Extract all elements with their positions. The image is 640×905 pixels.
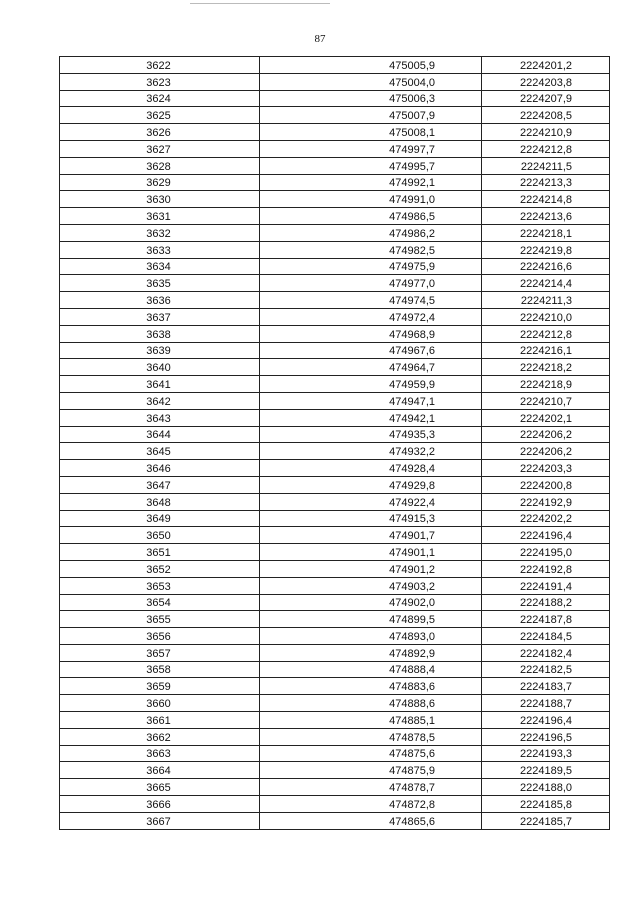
y-coordinate-cell: 2224200,8	[482, 476, 610, 493]
table-row	[60, 376, 610, 393]
table-row	[60, 745, 610, 762]
table-row	[60, 174, 610, 191]
point-number-cell: 3653	[60, 577, 260, 594]
y-coordinate-cell: 2224211,3	[482, 292, 610, 309]
y-coordinate-cell: 2224210,7	[482, 392, 610, 409]
y-coordinate-cell: 2224184,5	[482, 628, 610, 645]
y-coordinate-cell: 2224208,5	[482, 107, 610, 124]
table-row	[60, 527, 610, 544]
point-number-cell: 3643	[60, 409, 260, 426]
table-row	[60, 409, 610, 426]
y-coordinate-cell: 2224212,8	[482, 140, 610, 157]
y-coordinate-cell: 2224182,5	[482, 661, 610, 678]
x-coordinate-cell: 474875,6	[260, 745, 482, 762]
x-coordinate-cell: 474991,0	[260, 191, 482, 208]
table-row	[60, 73, 610, 90]
y-coordinate-cell: 2224218,1	[482, 224, 610, 241]
table-row	[60, 577, 610, 594]
point-number-cell: 3665	[60, 779, 260, 796]
y-coordinate-cell: 2224187,8	[482, 611, 610, 628]
x-coordinate-cell: 475008,1	[260, 124, 482, 141]
table-row	[60, 157, 610, 174]
point-number-cell: 3640	[60, 359, 260, 376]
table-row	[60, 510, 610, 527]
y-coordinate-cell: 2224216,1	[482, 342, 610, 359]
point-number-cell: 3630	[60, 191, 260, 208]
y-coordinate-cell: 2224185,7	[482, 812, 610, 829]
point-number-cell: 3632	[60, 224, 260, 241]
x-coordinate-cell: 474901,2	[260, 560, 482, 577]
y-coordinate-cell: 2224188,2	[482, 594, 610, 611]
point-number-cell: 3622	[60, 57, 260, 74]
x-coordinate-cell: 474901,1	[260, 544, 482, 561]
table-row	[60, 90, 610, 107]
table-row	[60, 762, 610, 779]
y-coordinate-cell: 2224201,2	[482, 57, 610, 74]
table-row	[60, 241, 610, 258]
x-coordinate-cell: 474975,9	[260, 258, 482, 275]
x-coordinate-cell: 474935,3	[260, 426, 482, 443]
x-coordinate-cell: 474893,0	[260, 628, 482, 645]
point-number-cell: 3650	[60, 527, 260, 544]
point-number-cell: 3654	[60, 594, 260, 611]
y-coordinate-cell: 2224206,2	[482, 426, 610, 443]
y-coordinate-cell: 2224203,8	[482, 73, 610, 90]
table-row	[60, 594, 610, 611]
x-coordinate-cell: 474872,8	[260, 796, 482, 813]
y-coordinate-cell: 2224182,4	[482, 644, 610, 661]
x-coordinate-cell: 474964,7	[260, 359, 482, 376]
table-row	[60, 308, 610, 325]
y-coordinate-cell: 2224192,8	[482, 560, 610, 577]
y-coordinate-cell: 2224214,4	[482, 275, 610, 292]
x-coordinate-cell: 474959,9	[260, 376, 482, 393]
y-coordinate-cell: 2224216,6	[482, 258, 610, 275]
point-number-cell: 3629	[60, 174, 260, 191]
table-row	[60, 796, 610, 813]
x-coordinate-cell: 474865,6	[260, 812, 482, 829]
x-coordinate-cell: 474974,5	[260, 292, 482, 309]
y-coordinate-cell: 2224210,0	[482, 308, 610, 325]
point-number-cell: 3641	[60, 376, 260, 393]
point-number-cell: 3624	[60, 90, 260, 107]
y-coordinate-cell: 2224213,6	[482, 208, 610, 225]
table-row	[60, 728, 610, 745]
table-row	[60, 678, 610, 695]
y-coordinate-cell: 2224206,2	[482, 443, 610, 460]
y-coordinate-cell: 2224207,9	[482, 90, 610, 107]
y-coordinate-cell: 2224212,8	[482, 325, 610, 342]
point-number-cell: 3666	[60, 796, 260, 813]
x-coordinate-cell: 474929,8	[260, 476, 482, 493]
table-row	[60, 779, 610, 796]
x-coordinate-cell: 474947,1	[260, 392, 482, 409]
x-coordinate-cell: 474922,4	[260, 493, 482, 510]
point-number-cell: 3645	[60, 443, 260, 460]
point-number-cell: 3625	[60, 107, 260, 124]
table-row	[60, 258, 610, 275]
point-number-cell: 3627	[60, 140, 260, 157]
point-number-cell: 3667	[60, 812, 260, 829]
table-row	[60, 695, 610, 712]
point-number-cell: 3639	[60, 342, 260, 359]
x-coordinate-cell: 474997,7	[260, 140, 482, 157]
point-number-cell: 3644	[60, 426, 260, 443]
x-coordinate-cell: 474982,5	[260, 241, 482, 258]
table-row	[60, 560, 610, 577]
point-number-cell: 3658	[60, 661, 260, 678]
x-coordinate-cell: 474967,6	[260, 342, 482, 359]
x-coordinate-cell: 474888,4	[260, 661, 482, 678]
point-number-cell: 3656	[60, 628, 260, 645]
x-coordinate-cell: 474915,3	[260, 510, 482, 527]
x-coordinate-cell: 475006,3	[260, 90, 482, 107]
x-coordinate-cell: 474972,4	[260, 308, 482, 325]
x-coordinate-cell: 474977,0	[260, 275, 482, 292]
table-row	[60, 661, 610, 678]
x-coordinate-cell: 474883,6	[260, 678, 482, 695]
x-coordinate-cell: 474903,2	[260, 577, 482, 594]
table-row	[60, 493, 610, 510]
point-number-cell: 3652	[60, 560, 260, 577]
point-number-cell: 3623	[60, 73, 260, 90]
table-row	[60, 140, 610, 157]
point-number-cell: 3637	[60, 308, 260, 325]
point-number-cell: 3626	[60, 124, 260, 141]
table-row	[60, 392, 610, 409]
x-coordinate-cell: 474892,9	[260, 644, 482, 661]
point-number-cell: 3646	[60, 460, 260, 477]
table-row	[60, 460, 610, 477]
x-coordinate-cell: 474986,5	[260, 208, 482, 225]
point-number-cell: 3659	[60, 678, 260, 695]
y-coordinate-cell: 2224218,9	[482, 376, 610, 393]
coordinates-table	[59, 56, 610, 830]
x-coordinate-cell: 474902,0	[260, 594, 482, 611]
x-coordinate-cell: 474878,7	[260, 779, 482, 796]
x-coordinate-cell: 474901,7	[260, 527, 482, 544]
x-coordinate-cell: 474875,9	[260, 762, 482, 779]
y-coordinate-cell: 2224196,4	[482, 712, 610, 729]
point-number-cell: 3638	[60, 325, 260, 342]
coordinates-table-body	[60, 57, 610, 830]
table-row	[60, 712, 610, 729]
point-number-cell: 3655	[60, 611, 260, 628]
table-row	[60, 544, 610, 561]
table-row	[60, 57, 610, 74]
y-coordinate-cell: 2224192,9	[482, 493, 610, 510]
y-coordinate-cell: 2224203,3	[482, 460, 610, 477]
y-coordinate-cell: 2224218,2	[482, 359, 610, 376]
x-coordinate-cell: 474992,1	[260, 174, 482, 191]
y-coordinate-cell: 2224193,3	[482, 745, 610, 762]
x-coordinate-cell: 474942,1	[260, 409, 482, 426]
x-coordinate-cell: 474888,6	[260, 695, 482, 712]
y-coordinate-cell: 2224189,5	[482, 762, 610, 779]
point-number-cell: 3628	[60, 157, 260, 174]
table-row	[60, 611, 610, 628]
x-coordinate-cell: 474986,2	[260, 224, 482, 241]
table-row	[60, 325, 610, 342]
table-row	[60, 292, 610, 309]
y-coordinate-cell: 2224213,3	[482, 174, 610, 191]
point-number-cell: 3661	[60, 712, 260, 729]
point-number-cell: 3642	[60, 392, 260, 409]
point-number-cell: 3662	[60, 728, 260, 745]
point-number-cell: 3635	[60, 275, 260, 292]
y-coordinate-cell: 2224196,4	[482, 527, 610, 544]
x-coordinate-cell: 474928,4	[260, 460, 482, 477]
point-number-cell: 3664	[60, 762, 260, 779]
y-coordinate-cell: 2224211,5	[482, 157, 610, 174]
x-coordinate-cell: 474932,2	[260, 443, 482, 460]
point-number-cell: 3649	[60, 510, 260, 527]
table-row	[60, 191, 610, 208]
point-number-cell: 3663	[60, 745, 260, 762]
y-coordinate-cell: 2224183,7	[482, 678, 610, 695]
y-coordinate-cell: 2224188,7	[482, 695, 610, 712]
x-coordinate-cell: 474878,5	[260, 728, 482, 745]
y-coordinate-cell: 2224202,1	[482, 409, 610, 426]
y-coordinate-cell: 2224196,5	[482, 728, 610, 745]
table-row	[60, 124, 610, 141]
y-coordinate-cell: 2224188,0	[482, 779, 610, 796]
y-coordinate-cell: 2224202,2	[482, 510, 610, 527]
y-coordinate-cell: 2224210,9	[482, 124, 610, 141]
table-row	[60, 476, 610, 493]
table-row	[60, 342, 610, 359]
point-number-cell: 3631	[60, 208, 260, 225]
table-row	[60, 359, 610, 376]
point-number-cell: 3636	[60, 292, 260, 309]
y-coordinate-cell: 2224214,8	[482, 191, 610, 208]
point-number-cell: 3634	[60, 258, 260, 275]
y-coordinate-cell: 2224191,4	[482, 577, 610, 594]
point-number-cell: 3660	[60, 695, 260, 712]
table-row	[60, 107, 610, 124]
point-number-cell: 3651	[60, 544, 260, 561]
y-coordinate-cell: 2224195,0	[482, 544, 610, 561]
x-coordinate-cell: 475007,9	[260, 107, 482, 124]
point-number-cell: 3647	[60, 476, 260, 493]
point-number-cell: 3648	[60, 493, 260, 510]
x-coordinate-cell: 474899,5	[260, 611, 482, 628]
point-number-cell: 3657	[60, 644, 260, 661]
table-row	[60, 443, 610, 460]
point-number-cell: 3633	[60, 241, 260, 258]
y-coordinate-cell: 2224185,8	[482, 796, 610, 813]
x-coordinate-cell: 474885,1	[260, 712, 482, 729]
scan-artifact-line	[190, 3, 330, 4]
x-coordinate-cell: 475005,9	[260, 57, 482, 74]
page-number: 87	[314, 33, 326, 45]
table-row	[60, 208, 610, 225]
table-row	[60, 644, 610, 661]
x-coordinate-cell: 474995,7	[260, 157, 482, 174]
x-coordinate-cell: 474968,9	[260, 325, 482, 342]
table-row	[60, 224, 610, 241]
table-row	[60, 628, 610, 645]
y-coordinate-cell: 2224219,8	[482, 241, 610, 258]
x-coordinate-cell: 475004,0	[260, 73, 482, 90]
table-row	[60, 812, 610, 829]
table-row	[60, 275, 610, 292]
table-row	[60, 426, 610, 443]
